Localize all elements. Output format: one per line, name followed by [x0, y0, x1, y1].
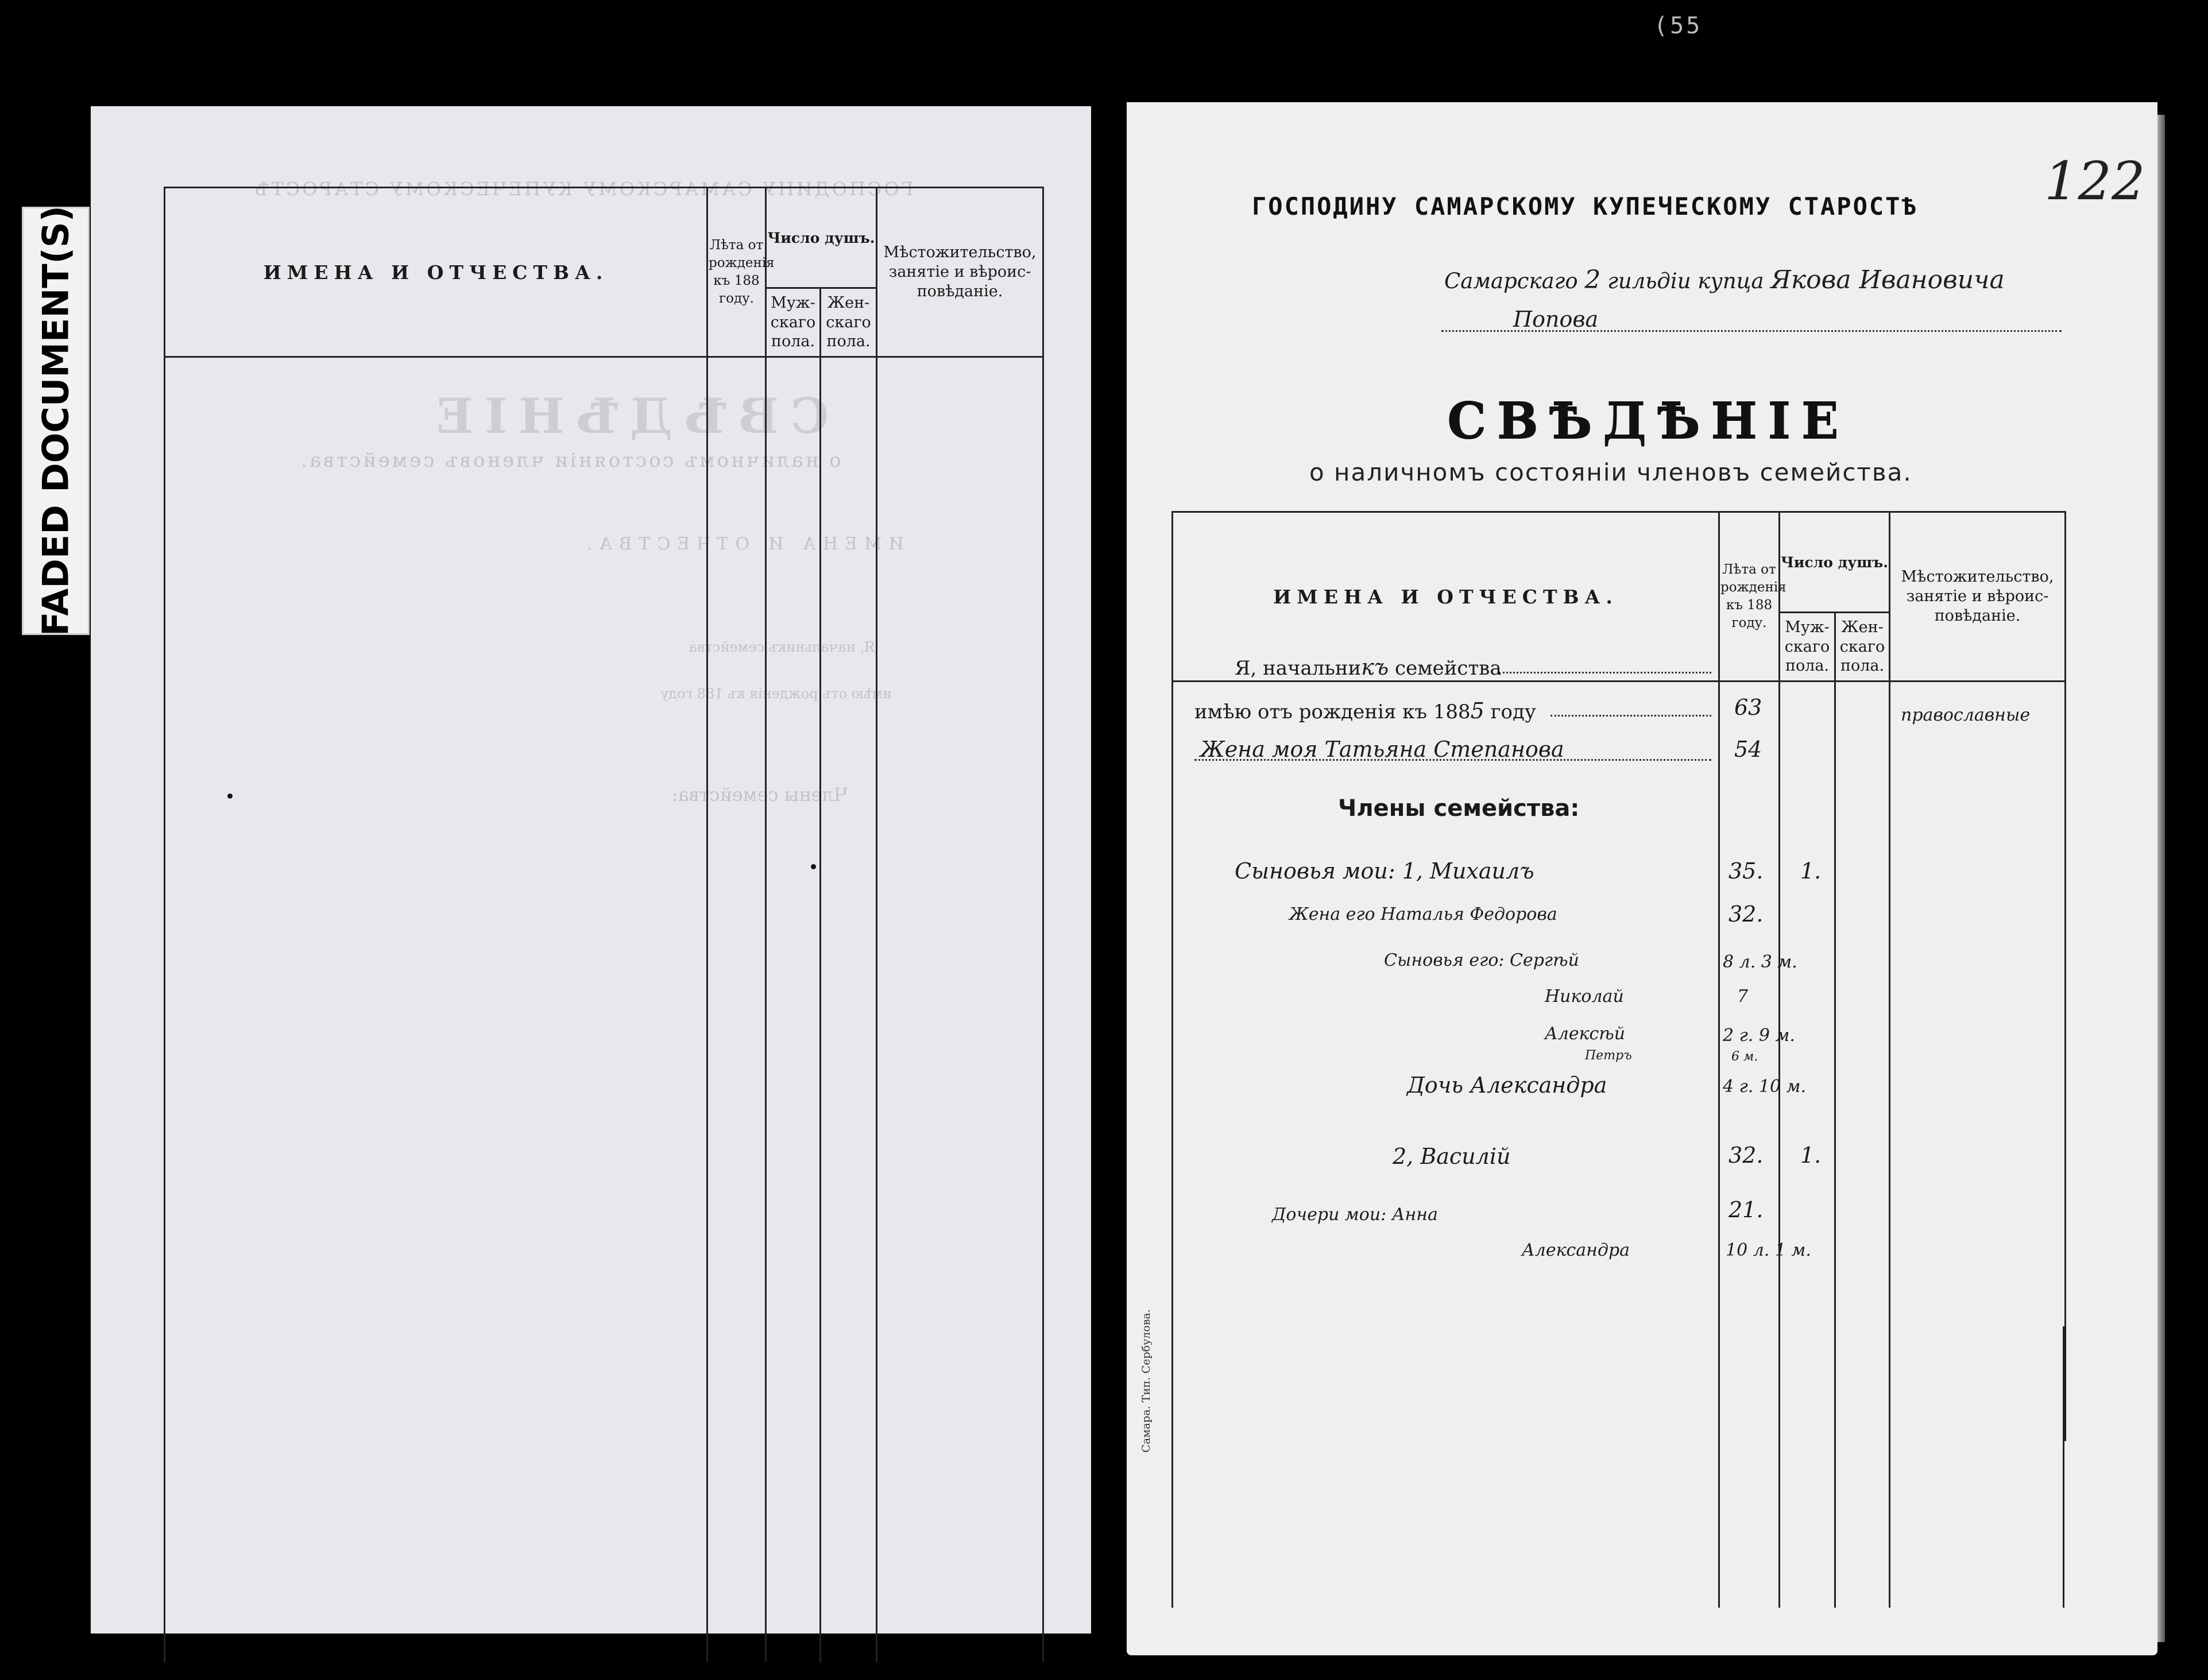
member-age: 2 г. 9 м. [1723, 1025, 1795, 1046]
head-printed-2: семейства [1395, 657, 1502, 680]
left-residence-column [877, 357, 1043, 1663]
left-ghost-line3: Члены семейства: [672, 784, 848, 806]
member-name: Сыновья его: Сергѣй [1384, 950, 1579, 970]
left-female-header [821, 288, 877, 357]
right-male-column [1780, 682, 1835, 1442]
column-rule [1834, 1326, 1836, 1608]
right-residence-column [1890, 682, 2066, 1442]
addressee-heading: ГОСПОДИНУ САМАРСКОМУ КУПЕЧЕСКОМУ СТАРОСТѢ [1252, 192, 1918, 220]
dotted-rule [1550, 715, 1711, 717]
left-ghost-line1: Я, начальникъ семейства [689, 639, 876, 655]
printer-imprint: Самара. Тип. Сербулова. [1140, 1309, 1153, 1453]
left-female-column [821, 357, 877, 1663]
head-age: 63 [1734, 695, 1762, 720]
right-female-column [1835, 682, 1890, 1442]
member-age: 35. [1728, 858, 1764, 884]
left-years-column [707, 357, 766, 1663]
faded-documents-tab [22, 207, 90, 635]
member-name: Сыновья мои: 1, Михаилъ [1235, 858, 1534, 884]
member-name: Алексѣй [1545, 1024, 1626, 1044]
member-name: Петръ [1585, 1048, 1632, 1063]
left-names-column [165, 357, 707, 1663]
column-rule [1889, 1326, 1890, 1608]
right-male-line1: Муж- [1785, 618, 1830, 636]
right-female-header [1835, 613, 1890, 682]
right-residence-line1: Мѣстожительство, [1901, 568, 2054, 586]
left-ghost-line2: имѣю отъ рожденія къ 188 году [660, 686, 892, 702]
left-names-header [165, 188, 707, 357]
left-ghost-names-header: ИМЕНА И ОТЧЕСТВА. [580, 534, 904, 554]
head-line [1235, 655, 1502, 680]
left-souls-text: Число душъ. [767, 229, 875, 246]
member-age: 10 л. 1 м. [1726, 1240, 1811, 1260]
wife-name: Жена моя Татьяна Степанова [1200, 737, 1564, 762]
dotted-rule [1194, 759, 1711, 761]
right-ledger-table [1171, 511, 2066, 1441]
left-residence-line3: повѣданіе. [917, 282, 1003, 300]
age-printed: имѣю отъ рожденія къ 188 [1194, 700, 1471, 723]
top-mark: (55 [1654, 13, 1703, 39]
head-hand: къ [1361, 655, 1389, 680]
right-female-line1: Жен- [1841, 618, 1884, 636]
addressee-guild: 2 [1584, 265, 1601, 295]
left-years-header [707, 188, 775, 357]
page-number: 122 [2044, 150, 2145, 212]
side-label: FADED DOCUMENT(S) [34, 206, 77, 636]
column-rule [1718, 1326, 1720, 1608]
left-male-line2: скаго [770, 313, 816, 331]
left-years-line1: Лѣта от [709, 237, 764, 253]
addressee-merchant-name: Якова Ивановича [1770, 265, 2005, 295]
right-residence-line3: повѣданіе. [1934, 606, 2021, 625]
member-name: Жена его Наталья Федорова [1289, 904, 1557, 924]
left-male-line3: пола. [771, 332, 815, 351]
right-years-line2: рожденія [1720, 579, 1786, 595]
member-name: Николай [1545, 986, 1624, 1007]
addressee-printed-1: Самарскаго [1444, 269, 1578, 293]
member-male-count: 1. [1800, 1143, 1822, 1168]
left-residence-line1: Мѣстожительство, [883, 243, 1037, 262]
left-male-header [766, 288, 821, 357]
column-rule [2063, 1326, 2064, 1608]
left-years-line2: рожденія [709, 255, 775, 270]
dotted-rule [1499, 672, 1711, 673]
left-years-line3: къ 188 [713, 273, 760, 288]
right-male-line2: скаго [1784, 637, 1830, 656]
member-age: 7 [1737, 986, 1749, 1007]
right-residence-line2: занятіе и вѣроис- [1906, 587, 2049, 606]
right-years-line1: Лѣта от [1722, 562, 1776, 577]
member-age: 32. [1728, 901, 1764, 927]
left-residence-header [877, 188, 1043, 357]
left-souls-header [766, 188, 877, 288]
member-age: 32. [1728, 1143, 1764, 1168]
member-name: Дочь Александра [1407, 1073, 1607, 1098]
age-line [1194, 698, 1536, 723]
left-female-line3: пола. [826, 332, 871, 351]
member-name: Дочери мои: Анна [1272, 1205, 1438, 1225]
member-age: 6 м. [1731, 1050, 1758, 1064]
right-souls-text: Число душъ. [1781, 553, 1889, 571]
left-female-line2: скаго [826, 313, 871, 331]
right-residence-header [1890, 512, 2066, 682]
right-female-line3: пола. [1840, 657, 1885, 675]
addressee-printed-2: гильдіи купца [1607, 269, 1764, 293]
left-male-line1: Муж- [771, 293, 815, 312]
ink-dot [227, 793, 233, 799]
right-years-line3: къ 188 [1726, 598, 1773, 613]
member-name: Александра [1522, 1240, 1630, 1260]
member-age: 4 г. 10 м. [1723, 1077, 1806, 1097]
right-years-line4: году. [1731, 616, 1767, 631]
left-names-header-text: ИМЕНА И ОТЧЕСТВА. [263, 261, 609, 284]
left-ghost-heading: ГОСПОДИНУ САМАРСКОМУ КУПЕЧЕСКОМУ СТАРОСТѢ [253, 178, 914, 200]
left-female-line1: Жен- [827, 293, 870, 312]
right-names-header-text: ИМЕНА И ОТЧЕСТВА. [1273, 585, 1618, 608]
addressee-surname: Попова [1513, 307, 1599, 332]
left-years-line4: году. [719, 291, 754, 307]
right-male-header [1780, 613, 1835, 682]
right-souls-header [1780, 512, 1890, 613]
right-years-header [1719, 512, 1786, 682]
left-ghost-subtitle: о наличномъ состояніи членовъ семейства. [299, 449, 841, 472]
left-ledger-table [164, 187, 1044, 1662]
wife-age: 54 [1734, 737, 1762, 762]
right-male-line3: пола. [1785, 657, 1830, 675]
member-age: 8 л. 3 м. [1723, 952, 1797, 972]
column-rule [1778, 1326, 1780, 1608]
addressee-line [1444, 265, 2005, 295]
member-name: 2, Василій [1393, 1144, 1511, 1169]
age-year-digit: 5 [1470, 698, 1484, 723]
age-printed-2: году [1490, 700, 1536, 723]
document-title: СВѢДѢНІЕ [1447, 392, 1850, 450]
ink-dot [811, 864, 816, 869]
document-subtitle: о наличномъ состояніи членовъ семейства. [1309, 458, 1912, 486]
member-male-count: 1. [1800, 858, 1822, 884]
head-printed: Я, начальни [1235, 657, 1362, 680]
members-heading: Члены семейства: [1338, 795, 1580, 822]
column-rule [1171, 1326, 1173, 1608]
left-male-column [766, 357, 821, 1663]
member-age: 21. [1728, 1197, 1764, 1222]
left-ghost-title: СВѢДѢНІЕ [425, 388, 829, 444]
right-female-line2: скаго [1839, 637, 1885, 656]
left-residence-line2: занятіе и вѣроис- [888, 263, 1031, 281]
head-faith: православные [1901, 705, 2031, 725]
